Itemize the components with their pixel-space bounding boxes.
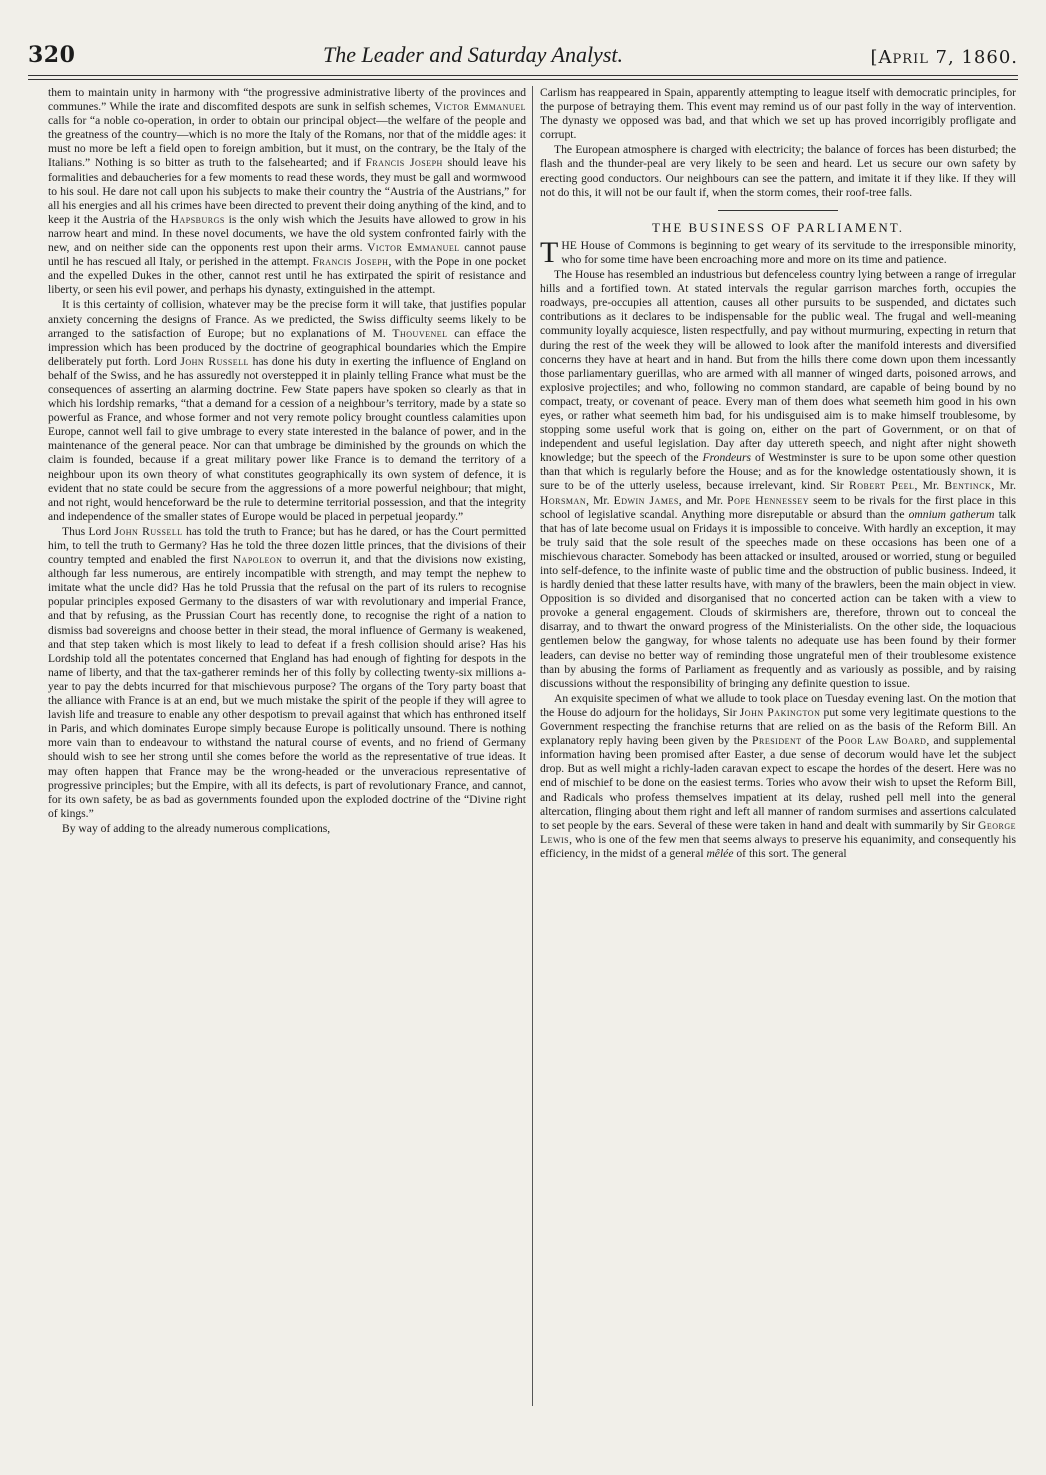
text-run: , with the Pope in one pocket and the expelled Dukes in the other, cannot rest until he has extirpated the spirit of resistance and liberty, or seen his evil power, and perhaps his dynasty, extinguished in the attempt.: [48, 255, 526, 297]
italic-term: Frondeurs: [702, 451, 752, 465]
paragraph: The European atmosphere is charged with electricity; the balance of forces has been disturbed; the flash and the thunder-peal are very likely to be seen and heard. Let us secure our own safety by erecting good conductors. Our neighbours can see the pattern, and imitate it if they like. If they will not do this, it will not be our fault if, when the storm comes, their roof-tree falls.: [540, 143, 1016, 199]
proper-name: Francis Joseph: [365, 156, 443, 170]
paragraph: [540, 692, 1016, 861]
proper-name: John Pakington: [739, 705, 821, 719]
italic-term: mêlée: [706, 846, 734, 860]
proper-name: Horsman: [540, 493, 587, 507]
text-run: seem to be rivals for the first place in this school of legislative scandal. Anything more disreputable or absurd than the: [540, 493, 1016, 521]
text-run: of this sort. The general: [733, 846, 847, 860]
text-run: , Mr.: [914, 479, 945, 493]
proper-name: Hapsburgs: [170, 212, 225, 226]
text-run: , who is one of the few men that seems always to preserve his equanimity, and consequently his efficiency, in the midst of a general: [540, 832, 1016, 860]
text-run: The House has resembled an industrious but defenceless country lying between a range of irregular hills and a fortified town. At stated intervals the regular garrison marches forth, occupies the roadways, pre-occupies all attention, causes all other pursuits to be suspended, and dictates such contributions as it declares to be indispensable for the public weal. The frugal and well-meaning community loyally acquiesce, listen respectfully, and pay without murmuring, expecting in return that during the rest of the week they will be allowed to look after the manifold interests and diversified concerns they have at heart and in hand. But from the hills there come down upon them incessantly those parliamentary guerillas, who are armed with all manner of winged darts, poisoned arrows, and explosive projectiles; and who, following no common standard, are capable of being bound by no compact, treaty, or covenant of peace. Every man of them does what seemeth him good in his own eyes, or rather what seemeth him bad, for his undisguised aim is to make himself troublesome, by stopping some useful work that is going on, either on the part of Government, or on that of independent and useful legislation. Day after day uttereth speech, and night after night showeth knowledge; but the speech of the: [540, 268, 1016, 465]
masthead: [28, 32, 1018, 68]
paragraph: [48, 86, 526, 297]
proper-name: Poor Law Board: [837, 734, 927, 748]
text-run: , Mr.: [991, 479, 1016, 493]
text-run: can efface the impression which has been produced by the doctrine of geographical boundaries which the Empire deliberately put forth. Lord: [48, 326, 526, 368]
proper-name: Robert Peel: [849, 479, 915, 493]
text-run: them to maintain unity in harmony with “the progressive administrative liberty of the provinces and communes.” While the irate and discomfited despots are sunk in selfish schemes,: [48, 86, 526, 114]
text-run: of Westminster is sure to be upon some other question than that which is regularly before the House; and as for the knowledge ostentatiously shown, it is sure to be of the utterly useless, because irrelevant, kind. Sir: [540, 451, 1016, 493]
italic-term: omnium gatherum: [908, 507, 995, 521]
text-run: An exquisite specimen of what we allude to took place on Tuesday evening last. On the motion that the House do adjourn for the holidays, Sir: [540, 691, 1016, 719]
text-run: cannot pause until he has rescued all Italy, or perished in the attempt.: [48, 241, 526, 269]
text-run: talk that has of late become usual on Fridays it is impossible to conceive. With hardly an exception, it may be truly said that the sole result of the speeches made on these occasions has been one of a mischievous character. Somebody has been attacked or insulted, aroused or worried, stung or beguiled into self-defence, to the infinite waste of public time and the obstruction of public business. Indeed, it is hardly denied that these latter results have, with many of the brawlers, been the main object in view. Opposition is so divided and disorganised that no concerted action can be taken with a view to provoke a general engagement. Clouds of skirmishers are, therefore, thrown out to conceal the disarray, and to thwart the onward progress of the Ministerialists. On the other side, the loquacious gentlemen below the gangway, for whose talents no adequate use has been found by their former leaders, can devise no better way of reminding those ungrateful men of their troublesome existence than by abusing the forms of Parliament as frequently and as variously as possible, and by raising discussions without the responsibility of bringing any definite question to issue.: [540, 507, 1016, 690]
proper-name: Bentinck: [944, 479, 992, 493]
text-run: Thus Lord: [62, 524, 115, 538]
proper-name: Pope Hennessey: [727, 493, 810, 507]
text-run: It is this certainty of collision, whatever may be the precise form it will take, that justifies popular anxiety concerning the designs of France. As we predicted, the Swiss difficulty seems likely to be arranged to the satisfaction of Europe; but no explanations of M.: [48, 298, 526, 340]
proper-name: Napoleon: [232, 553, 283, 567]
text-run: , Mr.: [586, 493, 614, 507]
masthead-rule-secondary: [28, 79, 1018, 80]
paragraph: Carlism has reappeared in Spain, apparently attempting to league itself with democratic principles, for the purpose of betraying them. This event may remind us of our past folly in the way of intervention. The dynasty we opposed was bad, and that which we set up has proved incorrigibly profligate and corrupt.: [540, 86, 1016, 142]
proper-name: President: [752, 734, 802, 748]
paragraph: [48, 525, 526, 821]
proper-name: John Russell: [114, 524, 183, 538]
proper-name: Victor Emmanuel: [434, 100, 526, 114]
paragraph: [540, 235, 1016, 269]
issue-date: [April 7, 1860.: [870, 47, 1018, 68]
text-run: put some very legitimate questions to the Government respecting the franchise returns that are relied on as the basis of the Reform Bill. An explanatory reply having been given by the: [540, 705, 1016, 748]
section-rule: [718, 210, 838, 211]
right-column: [540, 86, 1016, 1426]
proper-name: John Russell: [180, 354, 249, 368]
publication-title: The Leader and Saturday Analyst.: [322, 42, 623, 67]
proper-name: Edwin James: [613, 493, 679, 507]
page-number: 320: [28, 42, 76, 68]
paragraph: [48, 298, 526, 524]
text-run: calls for “a noble co-operation, in order to obtain our principal object—the welfare of the people and the greatness of the country—which is no more the Italy of the Romans, nor that of the middle ages: it must no more be left a field open to foreign ambition, but it must, on the contrary, be the Italy of the Italians.” Nothing is so bitter as truth to the falsehearted; and if: [48, 114, 526, 170]
text-run: of the: [801, 734, 838, 748]
text-run: HE House of Commons is beginning to get weary of its servitude to the irresponsible minority, who for some time have been encroaching more and more on its time and patience.: [561, 238, 1016, 266]
proper-name: Victor Emmanuel: [367, 241, 460, 255]
proper-name: George Lewis: [540, 818, 1016, 846]
text-run: has done his duty in exerting the influence of England on behalf of the Swiss, and he has assuredly not overstepped it in plainly telling France what must be the consequences of asserting an alarming doctrine. Few State papers have spoken so clearly as that in which his lordship remarks, “that a demand for a cession of a neighbour’s territory, made by a state so powerful as France, and whose former and not very remote policy brought countless calamities upon Europe, cannot well fail to give umbrage to every state interested in the balance of power, and in the maintenance of the general peace. Nor can that umbrage be diminished by the grounds on which the claim is founded, because if a great military power like France is to demand the territory of a neighbour upon its own theory of what constitutes geographically its own system of defence, it is evident that no state could be secure from the aggressions of a more powerful neighbour; that might, and not right, would henceforward be the rule to determine territorial possession, and that the integrity and independence of the smaller states of Europe would be placed in perpetual jeopardy.”: [48, 354, 526, 523]
text-run: has told the truth to France; but has he dared, or has the Court permitted him, to tell the truth to Germany? Has he told the three dozen little princes, that the divisions of their country tempted and enabled the first: [48, 524, 526, 567]
masthead-rule: [28, 75, 1018, 76]
text-run: is the only wish which the Jesuits have allowed to grow in his narrow heart and mind. In these novel documents, we have the old system confronted fairly with the new, and on neither side can the opponents rest upon their arms.: [48, 212, 526, 255]
drop-cap: T: [540, 235, 559, 269]
paragraph: By way of adding to the already numerous complications,: [62, 821, 331, 835]
text-run: , and Mr.: [678, 493, 728, 507]
paragraph: [540, 268, 1016, 691]
column-divider: [532, 86, 533, 1406]
text-run: to overrun it, and that the divisions now existing, although far less numerous, are entirely incompatible with strength, and may tempt the nephew to imitate what the uncle did? Has he told Prussia that the refusal on the part of its rulers to recognise popular principles exposed Germany to the disasters of war with revolutionary and imperial France, and that by refusing, as the Prussian Court has recently done, to recognise the right of a nation to dismiss bad sovereigns and choose better in their stead, the moral influence of Germany is weakened, and that step taken which is most likely to lead to defeat if a fresh collision should arise? Has his Lordship told all the potentates concerned that England has had enough of fighting for despots in the name of liberty, and that the tax-gatherer reminds her of this folly by collecting twenty-six millions a-year to pay the debts incurred for that mischievous purpose? The organs of the Tory party boast that the alliance with France is at an end, but we much mistake the spirit of the people if they will agree to lavish life and treasure to enable any other despotism to prevail against that which has enthroned itself in Paris, and which dominates Europe simply because Europe is politically unsound. There is nothing more vain than to endeavour to withstand the natural course of events, and no friend of Germany should wish to see her strong until she comes before the world as the representative of true ideas. It may often happen that France may be the wrong-headed or the unveracious representative of progressive principles; but the Empire, with all its defects, is part of revolutionary France, and cannot, for its own safety, be as bad as governments founded upon the exploded doctrine of the “Divine right of kings.”: [48, 553, 526, 820]
text-run: , and supplemental information having been promised after Easter, a due sense of decorum would have let the subject drop. But as well might a richly-laden caravan expect to escape the hordes of the desert. Here was no end of mischief to be done on the easiest terms. Tories who avow their wish to upset the Reform Bill, and Radicals who profess themselves impatient at its delay, rushed pell mell into the general altercation, flinging about them right and left all manner of random surmises and assertions calculated to set people by the ears. Several of these were taken in hand and dealt with summarily by Sir: [540, 734, 1016, 832]
left-column: [48, 86, 526, 1426]
text-run: should leave his formalities and debaucheries for a few moments to read these words, they must be gall and wormwood to his soul. He dare not call upon his subjects to make their country the “Austria of the Austrians,” for all his energies and all his crimes have been directed to prevent their doing anything of the kind, and to keep it the Austria of the: [48, 156, 526, 226]
proper-name: Francis Joseph: [312, 255, 389, 269]
section-title: THE BUSINESS OF PARLIAMENT.: [652, 219, 904, 235]
proper-name: Thouvenel: [392, 326, 448, 340]
